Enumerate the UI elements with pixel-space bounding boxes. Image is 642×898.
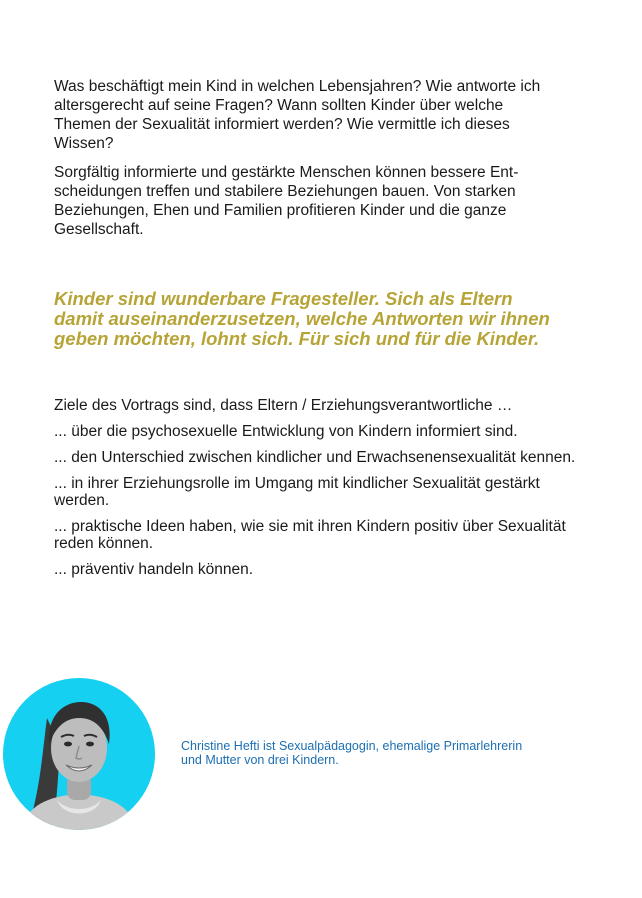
text-line: reden können.	[54, 535, 154, 552]
text-line: ... den Unterschied zwischen kindlicher und Erwachsenensexualität kennen.	[54, 449, 576, 466]
intro-paragraph-2	[54, 163, 574, 239]
quote-line: geben möchten, lohnt sich. Für sich und für die Kinder.	[54, 328, 540, 349]
text-line: ... über die psychosexuelle Entwicklung von Kindern informiert sind.	[54, 423, 518, 440]
text-line: Christine Hefti ist Sexualpädagogin, ehemalige Primarlehrerin	[181, 739, 523, 753]
text-line: scheidungen treffen und stabilere Beziehungen bauen. Von starken	[54, 183, 516, 200]
goals-list	[54, 423, 614, 578]
list-item	[54, 423, 614, 440]
text-line: Wissen?	[54, 135, 114, 152]
text-line: Was beschäftigt mein Kind in welchen Lebensjahren? Wie antworte ich	[54, 78, 541, 95]
text-line: ... in ihrer Erziehungsrolle im Umgang mit kindlicher Sexualität gestärkt	[54, 475, 540, 492]
text-line: Themen der Sexualität informiert werden? Wie vermittle ich dieses	[54, 116, 510, 133]
quote-line: Kinder sind wunderbare Fragesteller. Sich als Eltern	[54, 288, 513, 309]
speaker-photo	[3, 678, 155, 830]
speaker-bio	[181, 739, 561, 767]
list-item	[54, 518, 614, 552]
text-line: ... praktische Ideen haben, wie sie mit ihren Kindern positiv über Sexualität	[54, 518, 566, 535]
text-line: Gesellschaft.	[54, 221, 144, 238]
quote-line: damit auseinanderzusetzen, welche Antworten wir ihnen	[54, 308, 550, 329]
list-item	[54, 561, 614, 578]
text-line: ... präventiv handeln können.	[54, 561, 254, 578]
text-line: altersgerecht auf seine Fragen? Wann sollten Kinder über welche	[54, 97, 504, 114]
goals-intro: Ziele des Vortrags sind, dass Eltern / Erziehungsverantwortliche …	[54, 397, 513, 414]
text-line: werden.	[54, 492, 110, 509]
text-line: und Mutter von drei Kindern.	[181, 753, 339, 767]
text-line: Beziehungen, Ehen und Familien profitieren Kinder und die ganze	[54, 202, 507, 219]
list-item	[54, 449, 614, 466]
intro-section	[54, 77, 574, 249]
text-line: Sorgfältig informierte und gestärkte Menschen können bessere Ent-	[54, 164, 519, 181]
goals-section	[54, 397, 614, 587]
list-item	[54, 475, 614, 509]
speaker-portrait-illustration	[3, 678, 155, 830]
intro-paragraph-1	[54, 77, 574, 153]
highlight-quote	[54, 289, 594, 349]
